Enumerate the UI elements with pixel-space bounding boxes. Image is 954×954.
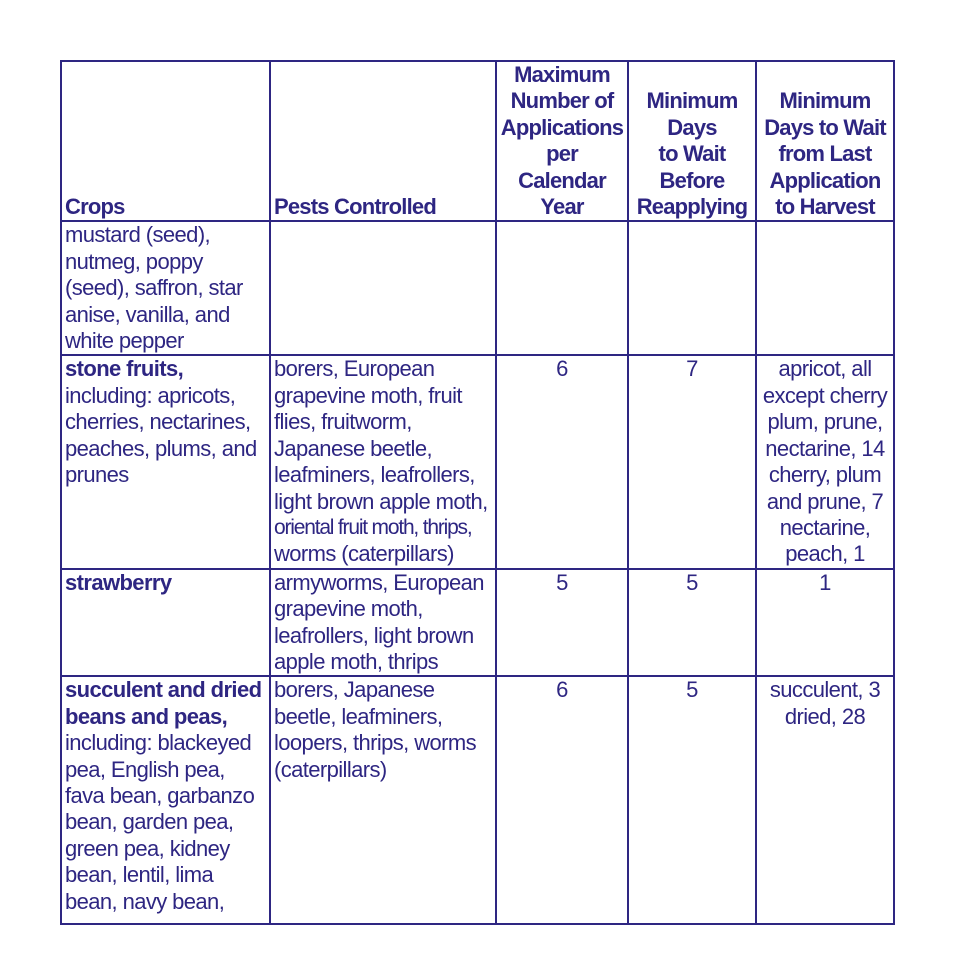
header-line: Application — [769, 167, 881, 193]
header-row — [61, 61, 894, 221]
crops-cell — [61, 221, 270, 355]
header-line: Before — [659, 167, 725, 193]
header-line: to Harvest — [775, 194, 875, 220]
header-line: per Calendar — [518, 141, 606, 193]
header-line: Days — [667, 114, 717, 140]
max-applications-cell: 6 — [496, 676, 628, 924]
pests-list-tail: worms (caterpillars) — [274, 541, 454, 567]
header-line: to Wait — [658, 141, 726, 167]
pests-cell — [270, 221, 496, 355]
header-line: Maximum — [514, 62, 610, 87]
min-days-harvest-cell: 1 — [756, 569, 894, 677]
header-crops: Crops — [61, 61, 270, 221]
header-line: from Last — [778, 141, 872, 167]
header-line: Applications — [500, 114, 624, 140]
max-applications-cell — [496, 221, 628, 355]
crop-list: mustard (seed), nutmeg, poppy (seed), saffron, star anise, vanilla, and white pepper — [65, 222, 243, 354]
crop-list: including: blackeyed pea, English pea, fava bean, garbanzo bean, garden pea, green pea, kidney bean, lentil, lima bean, navy bean, — [65, 730, 255, 914]
header-min-days-harvest — [756, 61, 894, 221]
crops-cell — [61, 355, 270, 568]
min-days-reapply-cell: 5 — [628, 676, 756, 924]
pests-list: armyworms, European grapevine moth, leafrollers, light brown apple moth, thrips — [274, 569, 484, 674]
header-line: Minimum — [646, 88, 738, 114]
min-days-harvest-cell: apricot, all except cherry plum, prune, nectarine, 14 cherry, plum and prune, 7 nectarine, peach, 1 — [756, 355, 894, 568]
pests-list: borers, Japanese beetle, leafminers, loopers, thrips, worms (caterpillars) — [274, 677, 476, 782]
header-line: Days to Wait — [764, 114, 886, 140]
min-days-reapply-cell: 7 — [628, 355, 756, 568]
pesticide-label-table — [60, 60, 895, 925]
crop-group-name: strawberry — [65, 569, 172, 595]
min-days-reapply-cell: 5 — [628, 569, 756, 677]
pests-cell — [270, 569, 496, 677]
crops-cell — [61, 569, 270, 677]
crops-cell — [61, 676, 270, 924]
header-pests-controlled: Pests Controlled — [270, 61, 496, 221]
header-line: Year — [540, 194, 584, 220]
table-row — [61, 569, 894, 677]
min-days-harvest-cell: succulent, 3 dried, 28 — [756, 676, 894, 924]
crop-group-name: succulent and dried beans and peas, — [65, 677, 262, 729]
table-row — [61, 355, 894, 568]
pests-cell — [270, 355, 496, 568]
header-line: Number of — [510, 88, 614, 114]
pests-list: borers, European grapevine moth, fruit flies, fruitworm, Japanese beetle, leafminers, leafrollers, light brown apple moth, — [274, 356, 488, 514]
crop-list: including: apricots, cherries, nectarines, peaches, plums, and prunes — [65, 382, 257, 488]
header-line: Reapplying — [636, 194, 748, 220]
pests-list-condensed: oriental fruit moth, thrips, — [274, 515, 472, 539]
max-applications-cell: 6 — [496, 355, 628, 568]
table-row — [61, 221, 894, 355]
table-row — [61, 676, 894, 924]
header-max-applications — [496, 61, 628, 221]
pests-cell — [270, 676, 496, 924]
header-line: Minimum — [779, 88, 871, 114]
header-min-days-reapply — [628, 61, 756, 221]
crop-group-name: stone fruits, — [65, 356, 184, 382]
min-days-harvest-cell — [756, 221, 894, 355]
min-days-reapply-cell — [628, 221, 756, 355]
max-applications-cell: 5 — [496, 569, 628, 677]
